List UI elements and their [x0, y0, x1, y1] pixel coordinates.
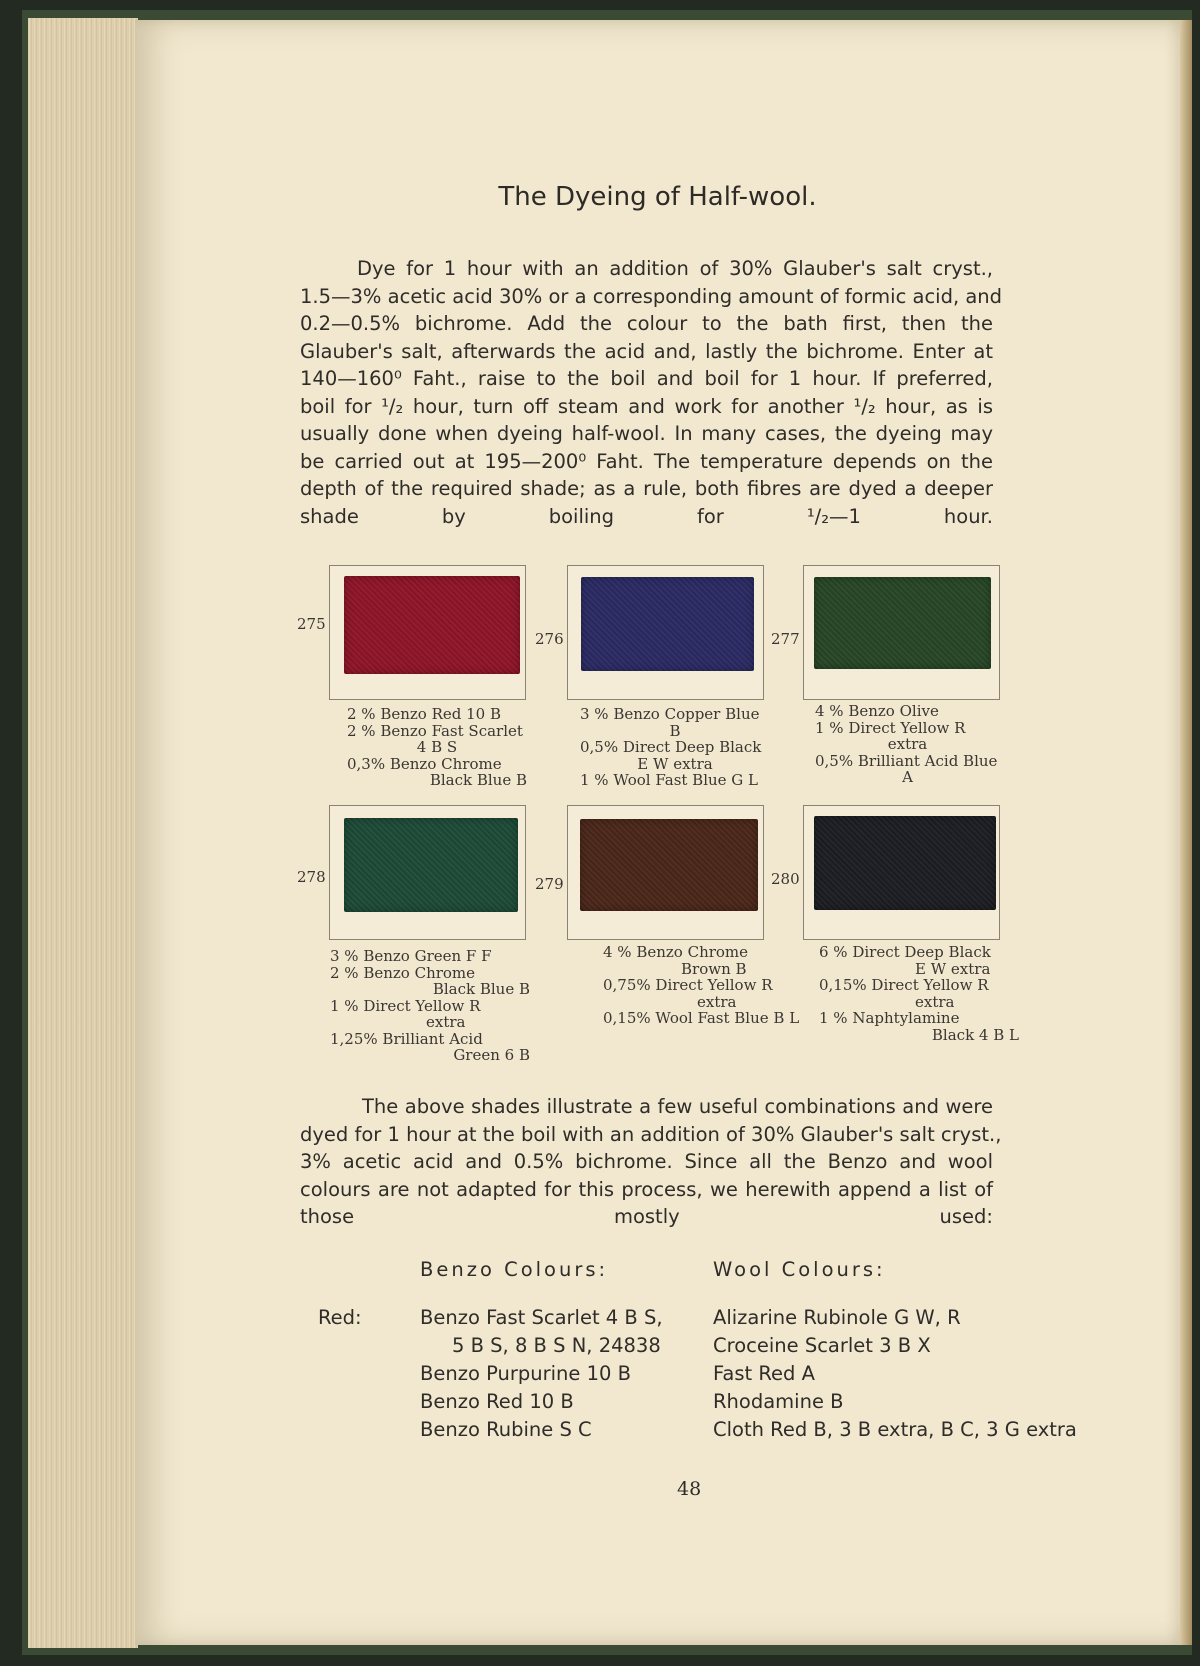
intro-line: Glauber's salt, afterwards the acid and, lastly the bichrome. Enter at: [300, 339, 993, 363]
intro-line: boil for ¹/₂ hour, turn off steam and work for another ¹/₂ hour, as is: [300, 394, 993, 418]
sample-number: 277: [771, 630, 800, 648]
benzo-colours-list: [420, 1304, 663, 1444]
intro-line: Dye for 1 hour with an addition of 30% Glauber's salt cryst.,: [357, 257, 993, 280]
list-item: Croceine Scarlet 3 B X: [713, 1334, 931, 1357]
fabric-swatch: [580, 819, 758, 911]
category-label: Red:: [318, 1306, 362, 1329]
closing-paragraph: [300, 1093, 1002, 1231]
sample-frame: [803, 565, 1000, 700]
sample-number: 278: [297, 868, 326, 886]
sample-recipe: 4 % Benzo Chrome Brown B 0,75% Direct Yellow R extra 0,15% Wool Fast Blue B L: [603, 943, 800, 1027]
intro-line: 0.2—0.5% bichrome. Add the colour to the bath first, then the: [300, 312, 993, 335]
sample-recipe: 6 % Direct Deep Black E W extra 0,15% Direct Yellow R extra 1 % Naphtylamine Black 4 B L: [819, 943, 1019, 1044]
page-edge-right: [1180, 20, 1192, 1645]
intro-line: 140—160⁰ Faht., raise to the boil and boil for 1 hour. If preferred,: [300, 367, 993, 390]
page-edges: [28, 18, 138, 1648]
benzo-colours-heading: Benzo Colours:: [420, 1258, 609, 1281]
intro-line: depth of the required shade; as a rule, both fibres are dyed a deeper: [300, 477, 993, 500]
sample-recipe: 4 % Benzo Olive 1 % Direct Yellow R extra 0,5% Brilliant Acid Blue A: [815, 702, 998, 786]
page-title: The Dyeing of Half-wool.: [498, 182, 817, 212]
fabric-swatch: [344, 818, 518, 912]
wool-colours-list: [713, 1304, 1077, 1444]
list-item: Benzo Purpurine 10 B: [420, 1362, 632, 1385]
fabric-swatch: [814, 816, 996, 910]
intro-paragraph: [300, 255, 1003, 530]
sample-number: 275: [297, 615, 326, 633]
sample-frame: [803, 805, 1000, 940]
sample-frame: [567, 805, 764, 940]
sample-number: 276: [535, 630, 564, 648]
intro-line: 1.5—3% acetic acid 30% or a corresponding amount of formic acid, and: [300, 284, 1003, 308]
fabric-swatch: [344, 576, 520, 674]
sample-recipe: 2 % Benzo Red 10 B 2 % Benzo Fast Scarlet 4 B S 0,3% Benzo Chrome Black Blue B: [347, 705, 527, 789]
list-item: Cloth Red B, 3 B extra, B C, 3 G extra: [713, 1418, 1077, 1441]
closing-line: 3% acetic acid and 0.5% bichrome. Since all the Benzo and wool: [300, 1150, 993, 1173]
page-number: 48: [677, 1478, 702, 1500]
list-item: Rhodamine B: [713, 1390, 844, 1413]
intro-line: be carried out at 195—200⁰ Faht. The temperature depends on the: [300, 449, 993, 473]
intro-line: shade by boiling for ¹/₂—1 hour.: [300, 504, 993, 528]
list-item: Benzo Fast Scarlet 4 B S,: [420, 1306, 663, 1329]
book-page: [135, 20, 1180, 1645]
sample-number: 279: [535, 875, 564, 893]
sample-number: 280: [771, 870, 800, 888]
intro-line: usually done when dyeing half-wool. In many cases, the dyeing may: [300, 422, 993, 445]
list-item: 5 B S, 8 B S N, 24838: [452, 1334, 661, 1357]
closing-line: those mostly used:: [300, 1205, 993, 1228]
list-item: Benzo Rubine S C: [420, 1418, 592, 1441]
list-item: Benzo Red 10 B: [420, 1390, 574, 1413]
closing-line: colours are not adapted for this process, we herewith append a list of: [300, 1177, 993, 1201]
closing-line: The above shades illustrate a few useful combinations and were: [362, 1095, 993, 1118]
list-item: Fast Red A: [713, 1362, 815, 1385]
sample-frame: [567, 565, 764, 700]
sample-frame: [329, 565, 526, 700]
sample-recipe: 3 % Benzo Copper Blue B 0,5% Direct Deep Black E W extra 1 % Wool Fast Blue G L: [580, 705, 762, 789]
sample-frame: [329, 805, 526, 940]
fabric-swatch: [581, 577, 754, 671]
list-item: Alizarine Rubinole G W, R: [713, 1306, 961, 1329]
sample-recipe: 3 % Benzo Green F F 2 % Benzo Chrome Black Blue B 1 % Direct Yellow R extra 1,25% Brilliant Acid Green 6 B: [330, 947, 530, 1064]
fabric-swatch: [814, 577, 991, 669]
wool-colours-heading: Wool Colours:: [713, 1258, 886, 1281]
closing-line: dyed for 1 hour at the boil with an addition of 30% Glauber's salt cryst.,: [300, 1122, 1002, 1146]
